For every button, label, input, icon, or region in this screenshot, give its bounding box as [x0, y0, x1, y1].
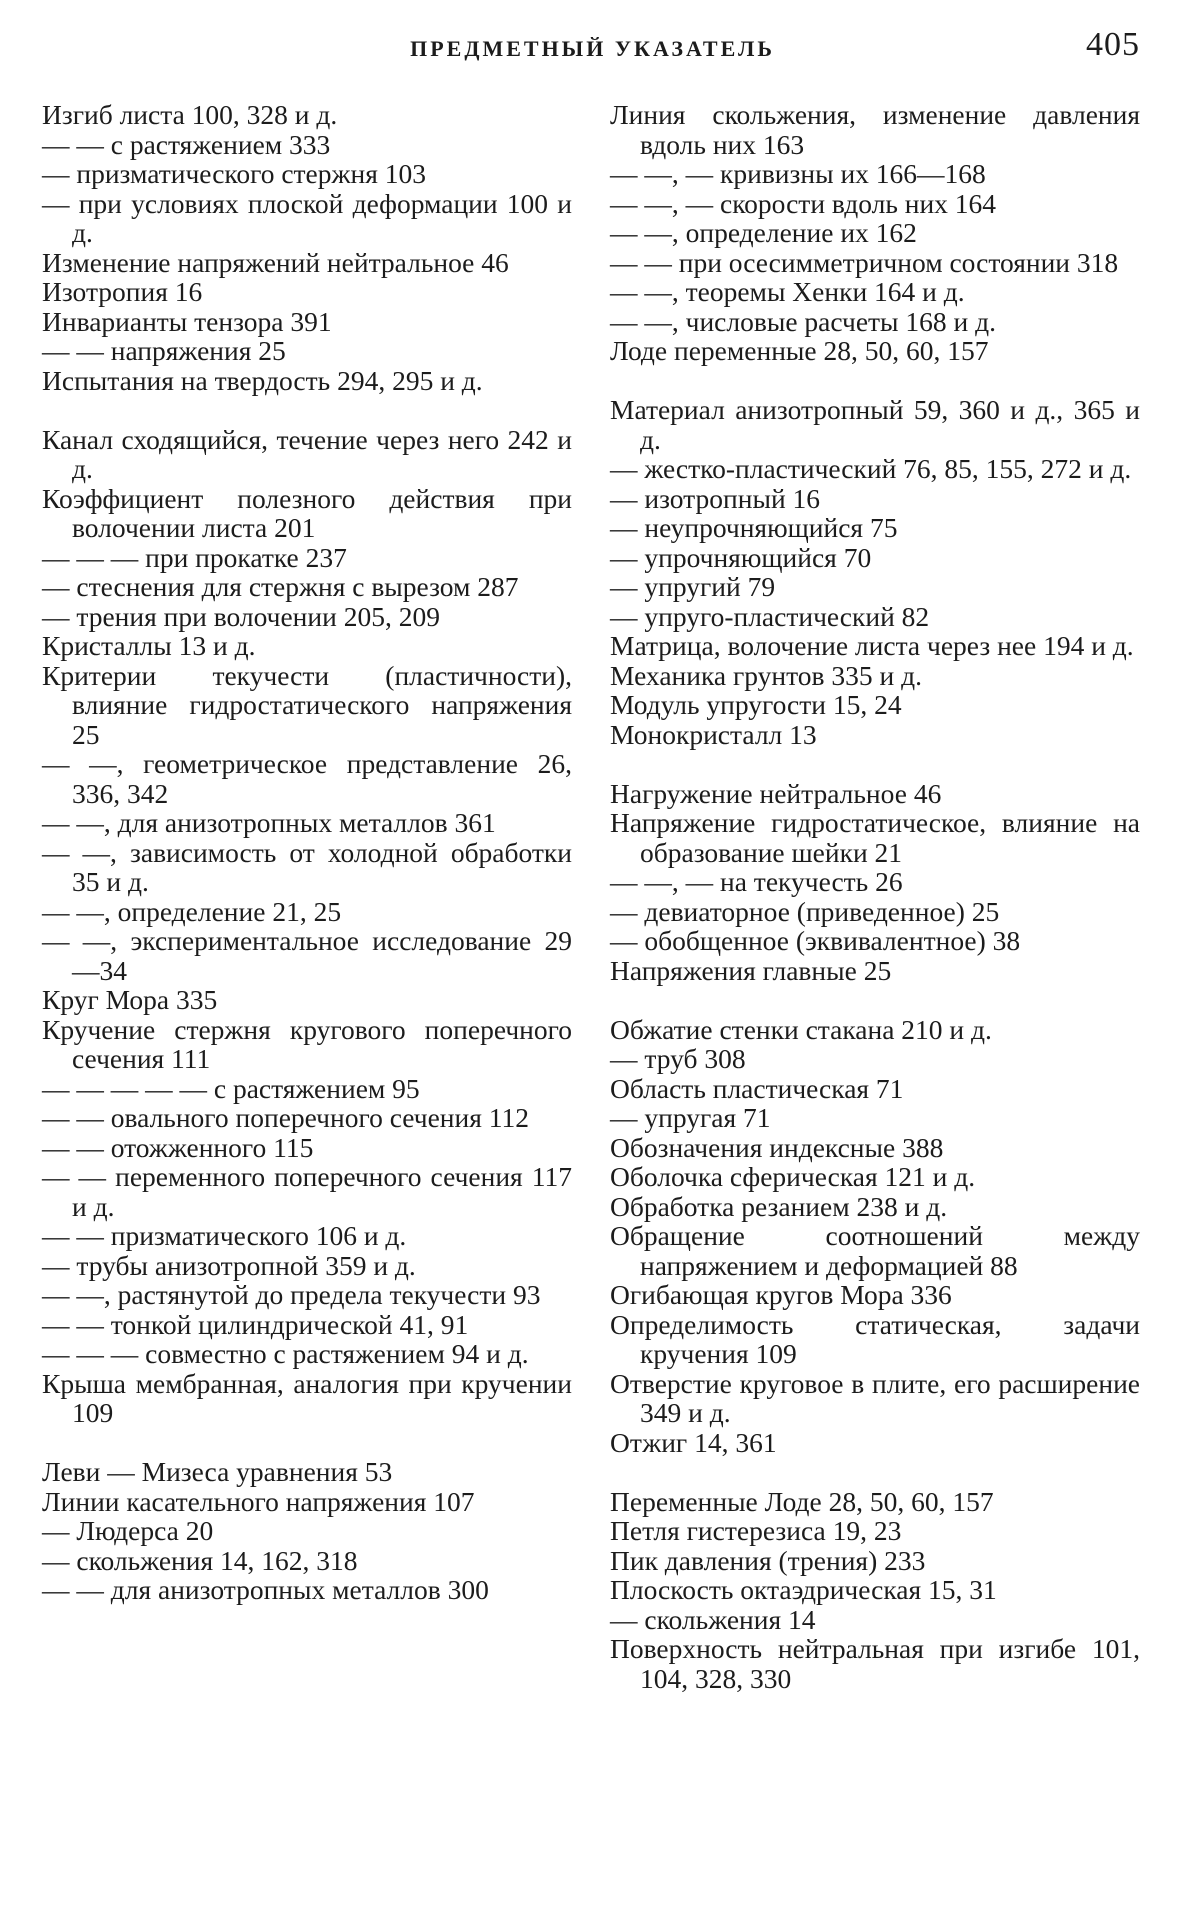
index-entry: — девиаторное (приведенное) 25 — [610, 895, 1000, 927]
index-entry: — —, — скорости вдоль них 164 — [610, 187, 997, 219]
index-entry: Поверхность нейтральная при изгибе 101, 104, 328, 330 — [610, 1633, 1140, 1694]
page-number: 405 — [1086, 26, 1140, 63]
index-entry: — при условиях плоской деформации 100 и д. — [42, 187, 572, 248]
section-gap — [610, 985, 1140, 1015]
index-entry: — — призматического 106 и д. — [42, 1220, 407, 1251]
index-entry: Кручение стержня кругового поперечного сечения 111 — [42, 1013, 572, 1074]
index-entry: — упрочняющийся 70 — [610, 541, 872, 573]
index-entry: Критерии текучести (пластичности), влияние гидростатического напряжения 25 — [42, 659, 572, 750]
index-entry: — —, — кривизны их 166—168 — [610, 158, 986, 189]
index-entry: — призматического стержня 103 — [42, 158, 427, 189]
index-entry: — — овального поперечного сечения 112 — [42, 1102, 529, 1133]
index-entry: Канал сходящийся, течение через него 242 и д. — [42, 423, 572, 484]
index-entry: — упруго-пластический 82 — [610, 600, 930, 632]
section-gap — [610, 1457, 1140, 1487]
index-entry: — —, числовые расчеты 168 и д. — [610, 305, 996, 337]
index-entry: Леви — Мизеса уравнения 53 — [42, 1456, 393, 1487]
index-entry: — —, экспериментальное исследование 29—34 — [42, 925, 572, 986]
index-entry: Модуль упругости 15, 24 — [610, 689, 902, 720]
index-entry: — — отожженного 115 — [42, 1131, 314, 1163]
index-entry: Определимость статическая, задачи кручения 109 — [610, 1308, 1140, 1369]
index-entry: — жестко-пластический 76, 85, 155, 272 и д. — [610, 453, 1132, 484]
index-entry: Линии касательного напряжения 107 — [42, 1485, 475, 1517]
index-entry: Изгиб листа 100, 328 и д. — [42, 99, 338, 130]
index-entry: Круг Мора 335 — [42, 984, 218, 1015]
index-entry: — —, теоремы Хенки 164 и д. — [610, 276, 965, 307]
index-entry: — — при осесимметричном состоянии 318 — [610, 246, 1119, 278]
index-entry: Крыша мембранная, аналогия при кручении 109 — [42, 1367, 572, 1428]
index-entry: — — переменного поперечного сечения 117 и д. — [42, 1161, 572, 1222]
index-entry: Обозначения индексные 388 — [610, 1131, 944, 1163]
index-entry: Плоскость октаэдрическая 15, 31 — [610, 1574, 997, 1605]
index-entry: Испытания на твердость 294, 295 и д. — [42, 364, 483, 396]
section-gap — [610, 749, 1140, 779]
index-entry: — трения при волочении 205, 209 — [42, 600, 440, 632]
index-entry: — —, — на текучесть 26 — [610, 866, 903, 897]
section-gap — [610, 366, 1140, 396]
index-entry: — скольжения 14, 162, 318 — [42, 1544, 358, 1576]
index-entry: Переменные Лоде 28, 50, 60, 157 — [610, 1485, 994, 1517]
index-entry: — Людерса 20 — [42, 1515, 214, 1546]
index-entry: Монокристалл 13 — [610, 718, 817, 750]
index-entry: — — напряжения 25 — [42, 335, 286, 366]
index-entry: Оболочка сферическая 121 и д. — [610, 1161, 976, 1192]
index-entry: — упругий 79 — [610, 571, 776, 602]
index-entry: — стеснения для стержня с вырезом 287 — [42, 571, 519, 602]
index-entry: — —, геометрическое представление 26, 336, 342 — [42, 748, 572, 809]
section-gap — [42, 395, 572, 425]
index-entry: — — тонкой цилиндрической 41, 91 — [42, 1308, 469, 1340]
index-entry: — —, определение их 162 — [610, 217, 917, 248]
index-entry: — — — совместно с растяжением 94 и д. — [42, 1338, 529, 1369]
index-entry: Кристаллы 13 и д. — [42, 630, 256, 661]
left-index-column — [42, 100, 572, 1605]
index-entry: Коэффициент полезного действия при волочении листа 201 — [42, 482, 572, 543]
index-entry: Отверстие круговое в плите, его расширение 349 и д. — [610, 1367, 1140, 1428]
index-entry: — трубы анизотропной 359 и д. — [42, 1249, 416, 1281]
index-entry: Изменение напряжений нейтральное 46 — [42, 246, 509, 278]
index-entry: Обжатие стенки стакана 210 и д. — [610, 1013, 992, 1045]
index-entry: — изотропный 16 — [610, 482, 821, 514]
index-entry: — труб 308 — [610, 1043, 746, 1074]
index-entry: — скольжения 14 — [610, 1603, 816, 1635]
index-entry: Изотропия 16 — [42, 276, 203, 307]
index-entry: Инварианты тензора 391 — [42, 305, 332, 337]
index-entry: Обработка резанием 238 и д. — [610, 1190, 948, 1222]
index-entry: Матрица, волочение листа через нее 194 и д. — [610, 630, 1134, 661]
index-entry: — — с растяжением 333 — [42, 128, 331, 160]
index-entry: Напряжение гидростатическое, влияние на образование шейки 21 — [610, 807, 1140, 868]
running-title: ПРЕДМЕТНЫЙ УКАЗАТЕЛЬ — [410, 36, 775, 61]
index-entry: — — для анизотропных металлов 300 — [42, 1574, 489, 1605]
index-entry: Обращение соотношений между напряжением и деформацией 88 — [610, 1220, 1140, 1281]
index-entry: — — — — — с растяжением 95 — [42, 1072, 420, 1104]
index-entry: Область пластическая 71 — [610, 1072, 904, 1104]
index-entry: Нагружение нейтральное 46 — [610, 777, 942, 809]
index-entry: Механика грунтов 335 и д. — [610, 659, 922, 691]
page-header — [45, 26, 1140, 76]
index-entry: — обобщенное (эквивалентное) 38 — [610, 925, 1021, 956]
index-entry: Огибающая кругов Мора 336 — [610, 1279, 952, 1310]
index-entry: — упругая 71 — [610, 1102, 771, 1133]
index-entry: Материал анизотропный 59, 360 и д., 365 и д. — [610, 394, 1140, 455]
index-entry: Напряжения главные 25 — [610, 954, 892, 986]
right-index-column — [610, 100, 1140, 1693]
index-entry: — — — при прокатке 237 — [42, 541, 347, 573]
section-gap — [42, 1428, 572, 1458]
index-entry: Петля гистерезиса 19, 23 — [610, 1515, 902, 1546]
index-entry: Пик давления (трения) 233 — [610, 1544, 926, 1576]
index-entry: Отжиг 14, 361 — [610, 1426, 777, 1458]
index-entry: Линия скольжения, изменение давления вдоль них 163 — [610, 99, 1140, 160]
index-entry: — —, определение 21, 25 — [42, 895, 342, 927]
index-entry: — —, для анизотропных металлов 361 — [42, 807, 496, 838]
index-entry: — неупрочняющийся 75 — [610, 512, 898, 543]
index-entry: Лоде переменные 28, 50, 60, 157 — [610, 335, 989, 366]
index-entry: — —, растянутой до предела текучести 93 — [42, 1279, 541, 1310]
index-entry: — —, зависимость от холодной обработки 35 и д. — [42, 836, 572, 897]
